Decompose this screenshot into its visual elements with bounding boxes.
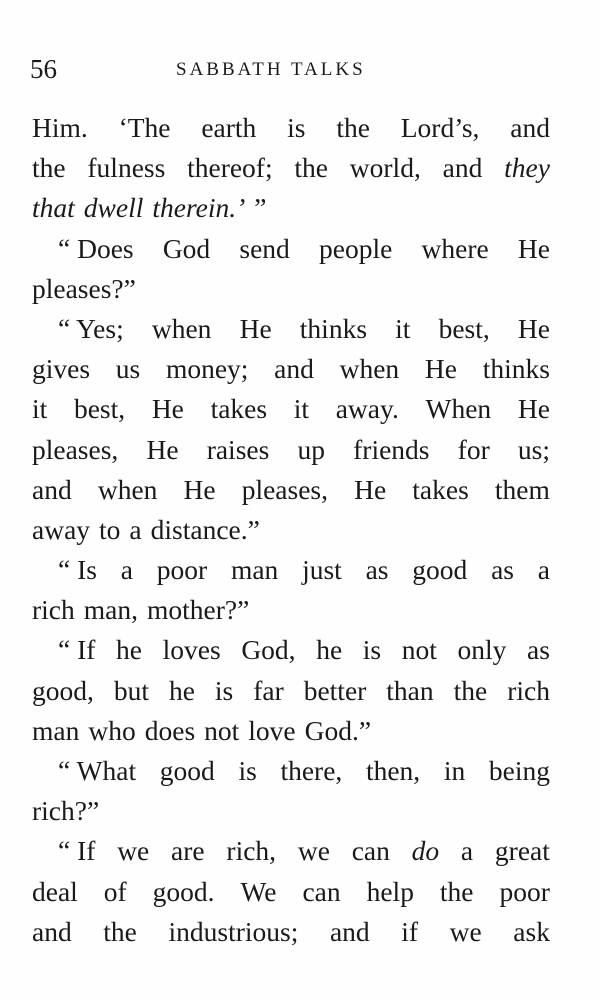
word: is: [214, 674, 234, 706]
word: the: [453, 674, 488, 706]
text-line: [32, 309, 550, 349]
word: does: [144, 714, 196, 746]
word: ask: [513, 915, 550, 947]
word: we: [117, 835, 150, 867]
word: they: [504, 152, 550, 184]
word: in: [443, 755, 466, 786]
word: “ Does: [58, 232, 134, 264]
word: He: [183, 473, 216, 505]
word: “ What: [58, 755, 137, 786]
word: love: [248, 714, 296, 746]
word: mother?”: [147, 594, 250, 626]
word: pleases?”: [32, 272, 136, 304]
word: world,: [349, 152, 421, 184]
word: where: [421, 232, 489, 264]
word: do: [411, 835, 440, 867]
word: the: [32, 152, 66, 184]
word: “ If: [58, 634, 96, 666]
word: when: [97, 473, 158, 505]
word: He: [354, 473, 387, 505]
word: He: [517, 393, 550, 425]
running-head: [30, 52, 550, 86]
word: God: [162, 232, 211, 264]
word: best,: [73, 393, 126, 425]
text-line: [32, 872, 550, 912]
word: deal: [32, 875, 78, 907]
running-title: SABBATH TALKS: [176, 59, 366, 80]
text-line: [32, 470, 550, 510]
word: takes: [412, 473, 469, 505]
word: God.”: [304, 714, 372, 746]
text-line: [32, 711, 550, 751]
word: the: [439, 875, 474, 907]
word: just: [302, 554, 342, 586]
word: rich,: [226, 835, 277, 867]
text-line: [32, 510, 550, 550]
word: a: [460, 835, 474, 867]
word: send: [239, 232, 290, 264]
word: “ Yes;: [58, 312, 124, 344]
text-line: [32, 671, 550, 711]
word: takes: [210, 393, 268, 425]
word: He: [146, 433, 179, 465]
word: raises: [206, 433, 270, 465]
word: can: [351, 835, 390, 867]
word: ‘The: [118, 112, 171, 143]
word: a: [129, 513, 142, 545]
word: He: [424, 353, 457, 385]
word: of: [103, 875, 127, 907]
word: man: [32, 714, 80, 746]
word: the: [336, 112, 370, 143]
word: rich: [507, 674, 550, 706]
word: is: [287, 112, 306, 143]
word: is: [362, 634, 382, 666]
word: man: [230, 554, 279, 586]
word: good: [412, 554, 468, 586]
word: ”: [254, 192, 267, 224]
word: away: [32, 513, 91, 545]
word: if: [401, 915, 419, 947]
word: the: [103, 915, 137, 947]
word: can: [302, 875, 341, 907]
text-line: [32, 912, 550, 952]
text-line: [32, 229, 550, 269]
word: it: [32, 393, 48, 425]
word: he: [316, 634, 343, 666]
text-line: [32, 791, 550, 831]
word: us: [115, 353, 141, 385]
word: we: [449, 915, 482, 947]
word: who: [88, 714, 136, 746]
word: poor: [156, 554, 208, 586]
word: not: [204, 714, 240, 746]
word: When: [425, 393, 492, 425]
word: He: [239, 312, 272, 344]
body-text: [32, 108, 550, 952]
word: up: [297, 433, 325, 465]
word: “ If: [58, 835, 96, 867]
text-line: [32, 550, 550, 590]
word: great: [494, 835, 550, 867]
word: as: [527, 634, 550, 666]
word: only: [457, 634, 507, 666]
word: thereof;: [187, 152, 273, 184]
word: a: [537, 554, 550, 586]
text-line: [32, 349, 550, 389]
text-line: [32, 148, 550, 188]
word: He: [517, 312, 550, 344]
word: for: [457, 433, 490, 465]
page-number: 56: [30, 54, 57, 84]
word: there,: [280, 755, 343, 786]
word: loves: [162, 634, 221, 666]
word: friends: [353, 433, 430, 465]
text-line: [32, 188, 550, 228]
word: “ Is: [58, 554, 97, 586]
word: Lord’s,: [400, 112, 480, 143]
word: He: [151, 393, 184, 425]
word: he: [168, 674, 195, 706]
word: poor: [499, 875, 550, 907]
word: gives: [32, 353, 91, 385]
word: better: [303, 674, 367, 706]
word: and: [442, 152, 483, 184]
word: as: [491, 554, 514, 586]
text-line: [32, 831, 550, 871]
word: but: [113, 674, 149, 706]
word: We: [240, 875, 277, 907]
word: and: [510, 112, 550, 143]
text-line: [32, 108, 550, 148]
word: to: [99, 513, 121, 545]
word: is: [238, 755, 257, 786]
word: that: [32, 192, 75, 224]
word: good.: [152, 875, 215, 907]
word: man,: [83, 594, 138, 626]
word: He: [517, 232, 550, 264]
word: and: [274, 353, 314, 385]
word: therein.’: [152, 192, 246, 224]
word: as: [365, 554, 389, 586]
text-line: [32, 269, 550, 309]
text-line: [32, 430, 550, 470]
word: them: [494, 473, 550, 505]
word: and: [329, 915, 370, 947]
word: are: [171, 835, 205, 867]
word: best,: [438, 312, 490, 344]
word: thinks: [299, 312, 368, 344]
word: pleases,: [241, 473, 328, 505]
word: us;: [517, 433, 550, 465]
text-line: [32, 751, 550, 791]
word: being: [488, 755, 550, 786]
word: help: [366, 875, 414, 907]
word: earth: [201, 112, 257, 143]
word: far: [253, 674, 284, 706]
word: people: [319, 232, 393, 264]
text-line: [32, 630, 550, 670]
word: away.: [335, 393, 399, 425]
word: fulness: [87, 152, 166, 184]
word: when: [339, 353, 400, 385]
word: good: [159, 755, 215, 786]
word: dwell: [83, 192, 144, 224]
word: God,: [241, 634, 296, 666]
word: industrious;: [168, 915, 299, 947]
word: it: [395, 312, 411, 344]
word: pleases,: [32, 433, 119, 465]
text-line: [32, 389, 550, 429]
word: than: [386, 674, 434, 706]
word: thinks: [482, 353, 550, 385]
word: money;: [165, 353, 249, 385]
word: then,: [365, 755, 421, 786]
word: rich: [32, 594, 75, 626]
text-line: [32, 590, 550, 630]
word: distance.”: [150, 513, 260, 545]
word: not: [401, 634, 437, 666]
word: rich?”: [32, 795, 100, 827]
word: we: [297, 835, 330, 867]
word: and: [32, 915, 72, 947]
word: when: [151, 312, 212, 344]
word: it: [293, 393, 310, 425]
word: he: [116, 634, 142, 666]
word: and: [32, 473, 72, 505]
word: good,: [32, 674, 94, 706]
word: the: [294, 152, 328, 184]
word: a: [120, 554, 133, 586]
word: Him.: [32, 112, 88, 143]
